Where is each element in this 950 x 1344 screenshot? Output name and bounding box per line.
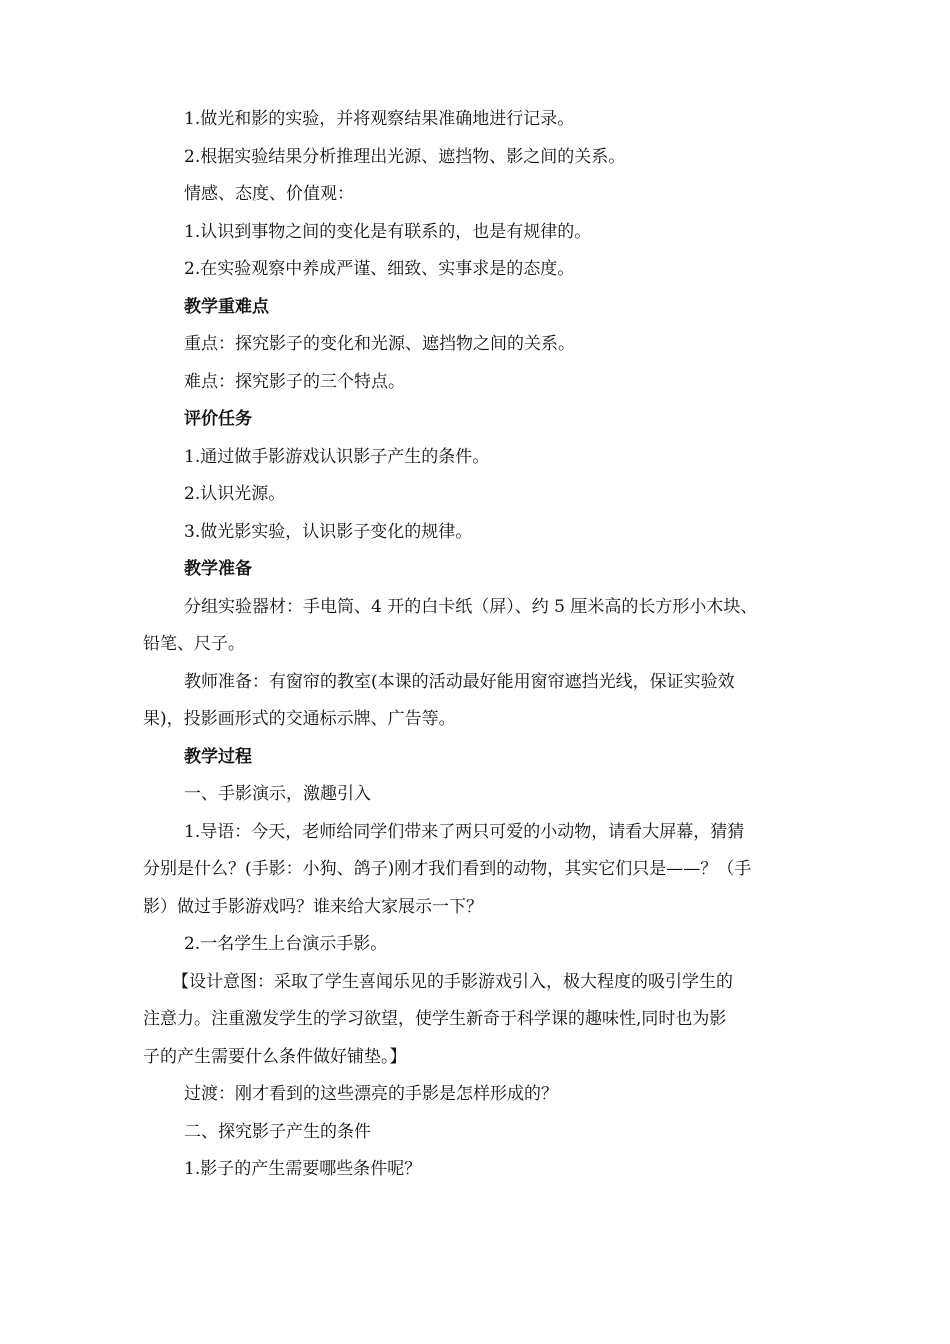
evaluation-task-1: 1.通过做手影游戏认识影子产生的条件。 — [184, 446, 490, 467]
intro-paragraph-line-1: 1.导语：今天，老师给同学们带来了两只可爱的小动物，请看大屏幕，猜猜 — [184, 821, 745, 842]
design-intent-line-2: 注意力。注重激发学生的学习欲望，使学生新奇于科学课的趣味性,同时也为影 — [143, 1009, 727, 1029]
document-body — [143, 101, 824, 1189]
objective-attitude-heading: 情感、态度、价值观： — [184, 184, 354, 204]
section-heading-evaluation: 评价任务 — [184, 409, 252, 429]
objective-attitude-1: 1.认识到事物之间的变化是有联系的，也是有规律的。 — [184, 221, 592, 242]
objective-skill-2: 2.根据实验结果分析推理出光源、遮挡物、影之间的关系。 — [184, 146, 626, 167]
section-heading-preparation: 教学准备 — [184, 559, 252, 579]
objective-attitude-2: 2.在实验观察中养成严谨、细致、实事求是的态度。 — [184, 259, 575, 279]
preparation-materials-line-1: 分组实验器材：手电筒、4 开的白卡纸（屏）、约 5 厘米高的长方形小木块、 — [184, 596, 758, 617]
evaluation-task-3: 3.做光影实验，认识影子变化的规律。 — [184, 521, 473, 542]
section-heading-process: 教学过程 — [184, 746, 252, 767]
intro-paragraph-line-2: 分别是什么？(手影：小狗、鸽子)刚才我们看到的动物，其实它们只是——？（手 — [143, 859, 752, 879]
difficult-point: 难点：探究影子的三个特点。 — [184, 371, 405, 392]
intro-paragraph-line-3: 影）做过手影游戏吗？谁来给大家展示一下？ — [143, 896, 483, 917]
preparation-teacher-line-1: 教师准备：有窗帘的教室(本课的活动最好能用窗帘遮挡光线，保证实验效 — [184, 671, 735, 692]
process-step-1-title: 一、手影演示，激趣引入 — [184, 784, 371, 804]
shadow-conditions-question: 1.影子的产生需要哪些条件呢？ — [184, 1159, 422, 1179]
objective-skill-1: 1.做光和影的实验，并将观察结果准确地进行记录。 — [184, 109, 575, 129]
evaluation-task-2: 2.认识光源。 — [184, 484, 286, 504]
preparation-materials-line-2: 铅笔、尺子。 — [143, 634, 245, 654]
key-point: 重点：探究影子的变化和光源、遮挡物之间的关系。 — [184, 334, 575, 354]
process-step-2-title: 二、探究影子产生的条件 — [184, 1121, 371, 1142]
design-intent-line-1: 【设计意图：采取了学生喜闻乐见的手影游戏引入，极大程度的吸引学生的 — [172, 971, 733, 992]
preparation-teacher-line-2: 果)，投影画形式的交通标示牌、广告等。 — [143, 709, 456, 729]
section-heading-key-points: 教学重难点 — [184, 296, 269, 317]
design-intent-line-3: 子的产生需要什么条件做好铺垫。】 — [143, 1046, 407, 1067]
intro-demo: 2.一名学生上台演示手影。 — [184, 934, 388, 954]
transition-text: 过渡：刚才看到的这些漂亮的手影是怎样形成的？ — [184, 1084, 558, 1104]
